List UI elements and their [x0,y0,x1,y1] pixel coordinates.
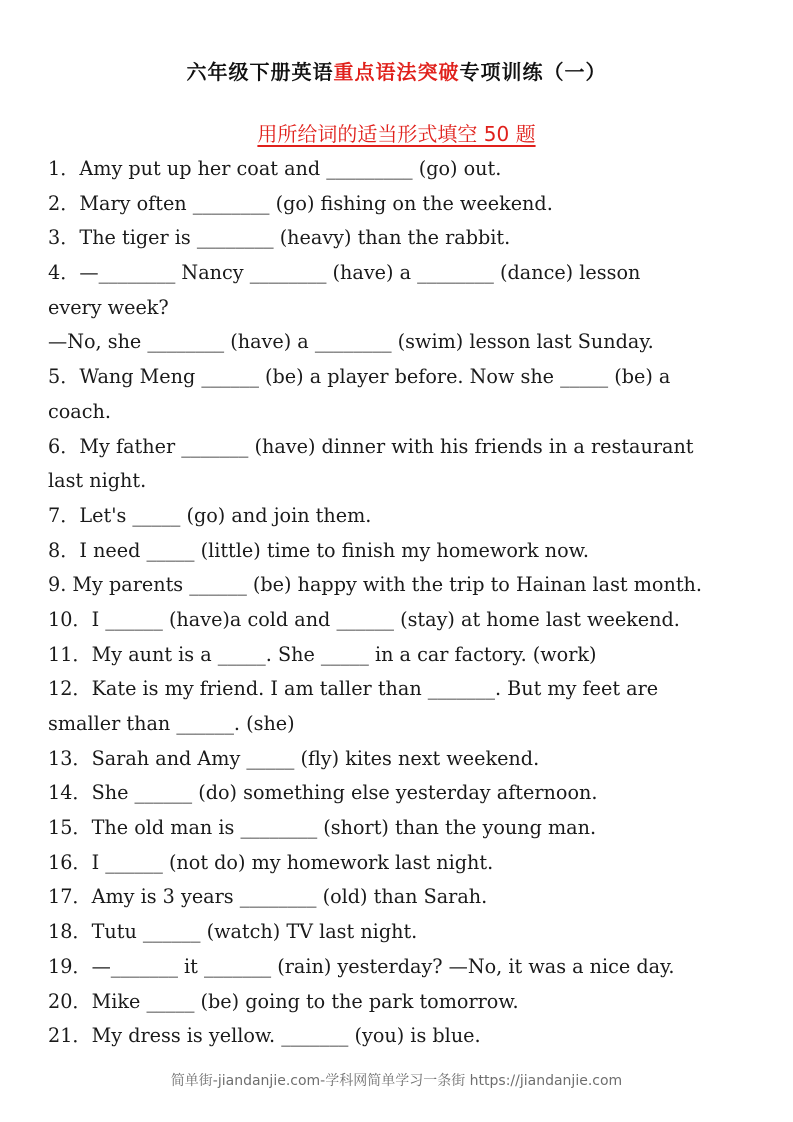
question-line: 15．The old man is ________ (short) than the young man. [48,816,597,840]
question-line: 17．Amy is 3 years ________ (old) than Sarah. [48,885,488,909]
page-title [0,56,793,85]
question-line: 10．I ______ (have)a cold and ______ (stay) at home last weekend. [48,607,680,631]
question-list [48,152,748,1054]
question-line: 20．Mike _____ (be) going to the park tomorrow. [48,989,519,1013]
question-line: smaller than ______. (she) [48,712,295,735]
question-line: 6．My father _______ (have) dinner with his friends in a restaurant [48,434,694,458]
question-line: —No, she ________ (have) a ________ (swim) lesson last Sunday. [48,330,654,354]
question-line: last night. [48,469,147,493]
question-line: 16．I ______ (not do) my homework last night. [48,850,494,874]
question-line: 2．Mary often ________ (go) fishing on the weekend. [48,191,553,215]
question-line: 8．I need _____ (little) time to finish my homework now. [48,538,589,562]
question-line: 4．—________ Nancy ________ (have) a ________ (dance) lesson [48,261,641,285]
question-line: coach. [48,399,111,423]
question-line: 21．My dress is yellow. _______ (you) is blue. [48,1024,481,1048]
title-highlight: 重点语法突破 [333,60,460,84]
footer-watermark: 简单街-jiandanjie.com-学科网简单学习一条街 https://jiandanjie.com [170,1073,623,1089]
question-line: 7．Let's _____ (go) and join them. [48,503,372,527]
question-line: 11．My aunt is a _____. She _____ in a car factory. (work) [48,642,597,666]
question-line: 13．Sarah and Amy _____ (fly) kites next weekend. [48,746,540,770]
title-suffix: 专项训练（一） [459,60,607,84]
question-line: every week? [48,295,169,319]
question-line: 1．Amy put up her coat and _________ (go) out. [48,157,502,180]
question-line: 19．—_______ it _______ (rain) yesterday? —No, it was a nice day. [48,954,675,978]
question-line: 14．She ______ (do) something else yesterday afternoon. [48,781,598,805]
question-line: 12．Kate is my friend. I am taller than _______. But my feet are [48,677,659,701]
title-prefix: 六年级下册英语 [186,60,334,84]
question-line: 3．The tiger is ________ (heavy) than the rabbit. [48,226,511,250]
question-line: 18．Tutu ______ (watch) TV last night. [48,920,418,944]
section-subtitle: 用所给词的适当形式填空 50 题 [257,122,536,146]
question-line: 5．Wang Meng ______ (be) a player before. Now she _____ (be) a [48,365,671,389]
question-line: 9. My parents ______ (be) happy with the trip to Hainan last month. [48,573,703,597]
